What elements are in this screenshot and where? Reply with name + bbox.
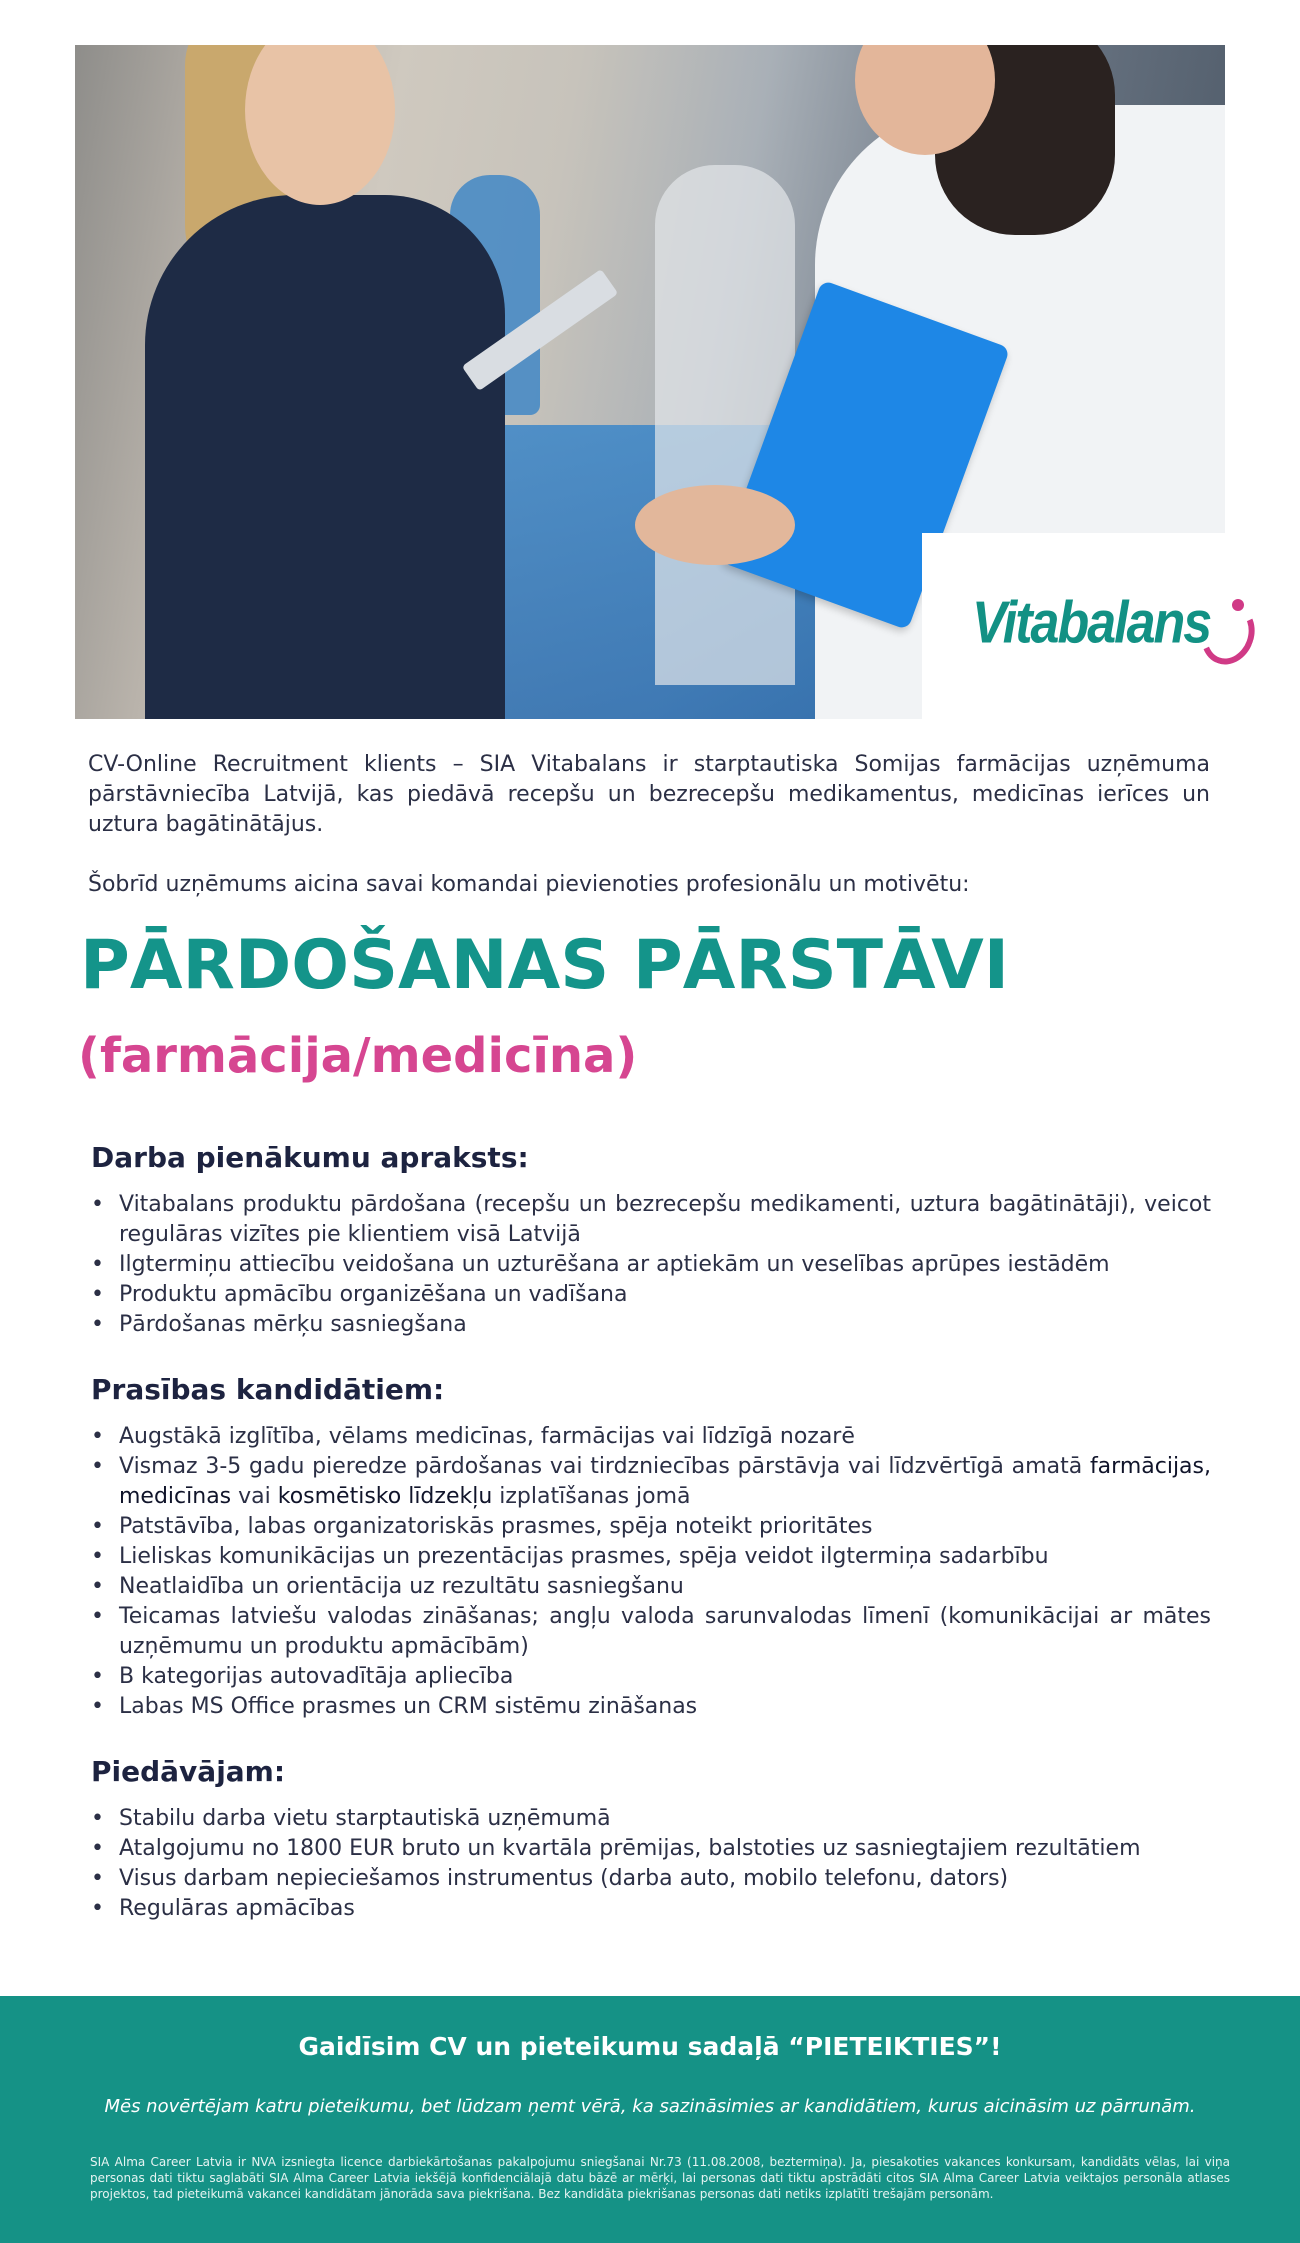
- list-item: [91, 1452, 1211, 1512]
- duties-section: [91, 1140, 1211, 1340]
- requirements-heading: Prasības kandidātiem:: [91, 1373, 445, 1406]
- legal-disclaimer: SIA Alma Career Latvia ir NVA izsniegta licence darbiekārtošanas pakalpojumu sniegšanai Nr.73 (11.08.2008, beztermiņa). Ja, piesakoties vakances konkursam, kandidāts vēlas, lai viņa personas dati tiktu saglabāti SIA Alma Career Latvia iekšējā konfidenciālajā datu bāzē ar mērķi, lai personas dati tiktu apstrādāti citos SIA Alma Career Latvia veiktajos personāla atlases projektos, tad pieteikumā vakancei kandidātam jānorāda sava piekrišana. Bez kandidāta piekrišanas personas dati netiks izplatīti trešajām personām.: [90, 2155, 1230, 2201]
- list-item: • Regulāras apmācības: [91, 1894, 1211, 1924]
- company-logo: [922, 533, 1300, 719]
- list-item-text: izplatīšanas jomā: [492, 1484, 691, 1509]
- logo-dot-icon: [1232, 599, 1244, 611]
- list-item-text: Vismaz 3-5 gadu pieredze pārdošanas vai tirdzniecības pārstāvja vai līdzvērtīgā amatā: [119, 1454, 1090, 1479]
- list-item: • Patstāvība, labas organizatoriskās prasmes, spēja noteikt prioritātes: [91, 1512, 1211, 1542]
- list-item: • Labas MS Office prasmes un CRM sistēmu zināšanas: [91, 1692, 1211, 1722]
- logo-wordmark: Vitabalans: [972, 589, 1211, 657]
- intro-paragraph: CV-Online Recruitment klients – SIA Vitabalans ir starptautiska Somijas farmācijas uzņēmuma pārstāvniecība Latvijā, kas piedāvā recepšu un bezrecepšu medikamentus, medicīnas ierīces un uztura bagātinātājus.: [88, 752, 1210, 837]
- apply-call-to-action: Gaidīsim CV un pieteikumu sadaļā “PIETEIKTIES”!: [298, 2032, 1002, 2061]
- highlight-text: farmācijas, medicīnas: [119, 1454, 1211, 1509]
- list-item: • Atalgojumu no 1800 EUR bruto un kvartāla prēmijas, balstoties uz sasniegtajiem rezultātiem: [91, 1834, 1211, 1864]
- intro-invite: Šobrīd uzņēmums aicina savai komandai pievienoties profesionālu un motivētu:: [88, 872, 970, 897]
- list-item: • Stabilu darba vietu starptautiskā uzņēmumā: [91, 1804, 1211, 1834]
- list-item: • Pārdošanas mērķu sasniegšana: [91, 1310, 1211, 1340]
- list-item: • B kategorijas autovadītāja apliecība: [91, 1662, 1211, 1692]
- list-item: • Neatlaidība un orientācija uz rezultātu sasniegšanu: [91, 1572, 1211, 1602]
- list-item: • Ilgtermiņu attiecību veidošana un uzturēšana ar aptiekām un veselības aprūpes iestādēm: [91, 1250, 1211, 1280]
- photo-handshake: [635, 485, 795, 565]
- duties-list: [91, 1190, 1211, 1340]
- list-item-text: vai: [231, 1484, 278, 1509]
- page-title: PĀRDOŠANAS PĀRSTĀVI: [80, 926, 1009, 1005]
- requirements-list: [91, 1422, 1211, 1722]
- list-item: • Teicamas latviešu valodas zināšanas; angļu valoda sarunvalodas līmenī (komunikācijai ar mātes uzņēmumu un produktu apmācībām): [91, 1602, 1211, 1662]
- list-item: • Produktu apmācību organizēšana un vadīšana: [91, 1280, 1211, 1310]
- photo-businesswoman: [145, 195, 505, 719]
- requirements-section: [91, 1372, 1211, 1722]
- highlight-text: kosmētisko līdzekļu: [277, 1484, 493, 1509]
- list-item: • Augstākā izglītība, vēlams medicīnas, farmācijas vai līdzīgā nozarē: [91, 1422, 1211, 1452]
- duties-heading: Darba pienākumu apraksts:: [91, 1141, 529, 1174]
- list-item: • Vitabalans produktu pārdošana (recepšu un bezrecepšu medikamenti, uztura bagātinātāji), veicot regulāras vizītes pie klientiem visā Latvijā: [91, 1190, 1211, 1250]
- offer-section: [91, 1754, 1211, 1924]
- offer-list: [91, 1804, 1211, 1924]
- offer-heading: Piedāvājam:: [91, 1755, 286, 1788]
- list-item: • Visus darbam nepieciešamos instrumentus (darba auto, mobilo telefonu, dators): [91, 1864, 1211, 1894]
- list-item: • Lieliskas komunikācijas un prezentācijas prasmes, spēja veidot ilgtermiņa sadarbību: [91, 1542, 1211, 1572]
- footer-note: Mēs novērtējam katru pieteikumu, bet lūdzam ņemt vērā, ka sazināsimies ar kandidātiem, kurus aicināsim uz pārrunām.: [104, 2096, 1196, 2117]
- footer-banner: [0, 1996, 1300, 2243]
- page-subtitle: (farmācija/medicīna): [78, 1028, 638, 1084]
